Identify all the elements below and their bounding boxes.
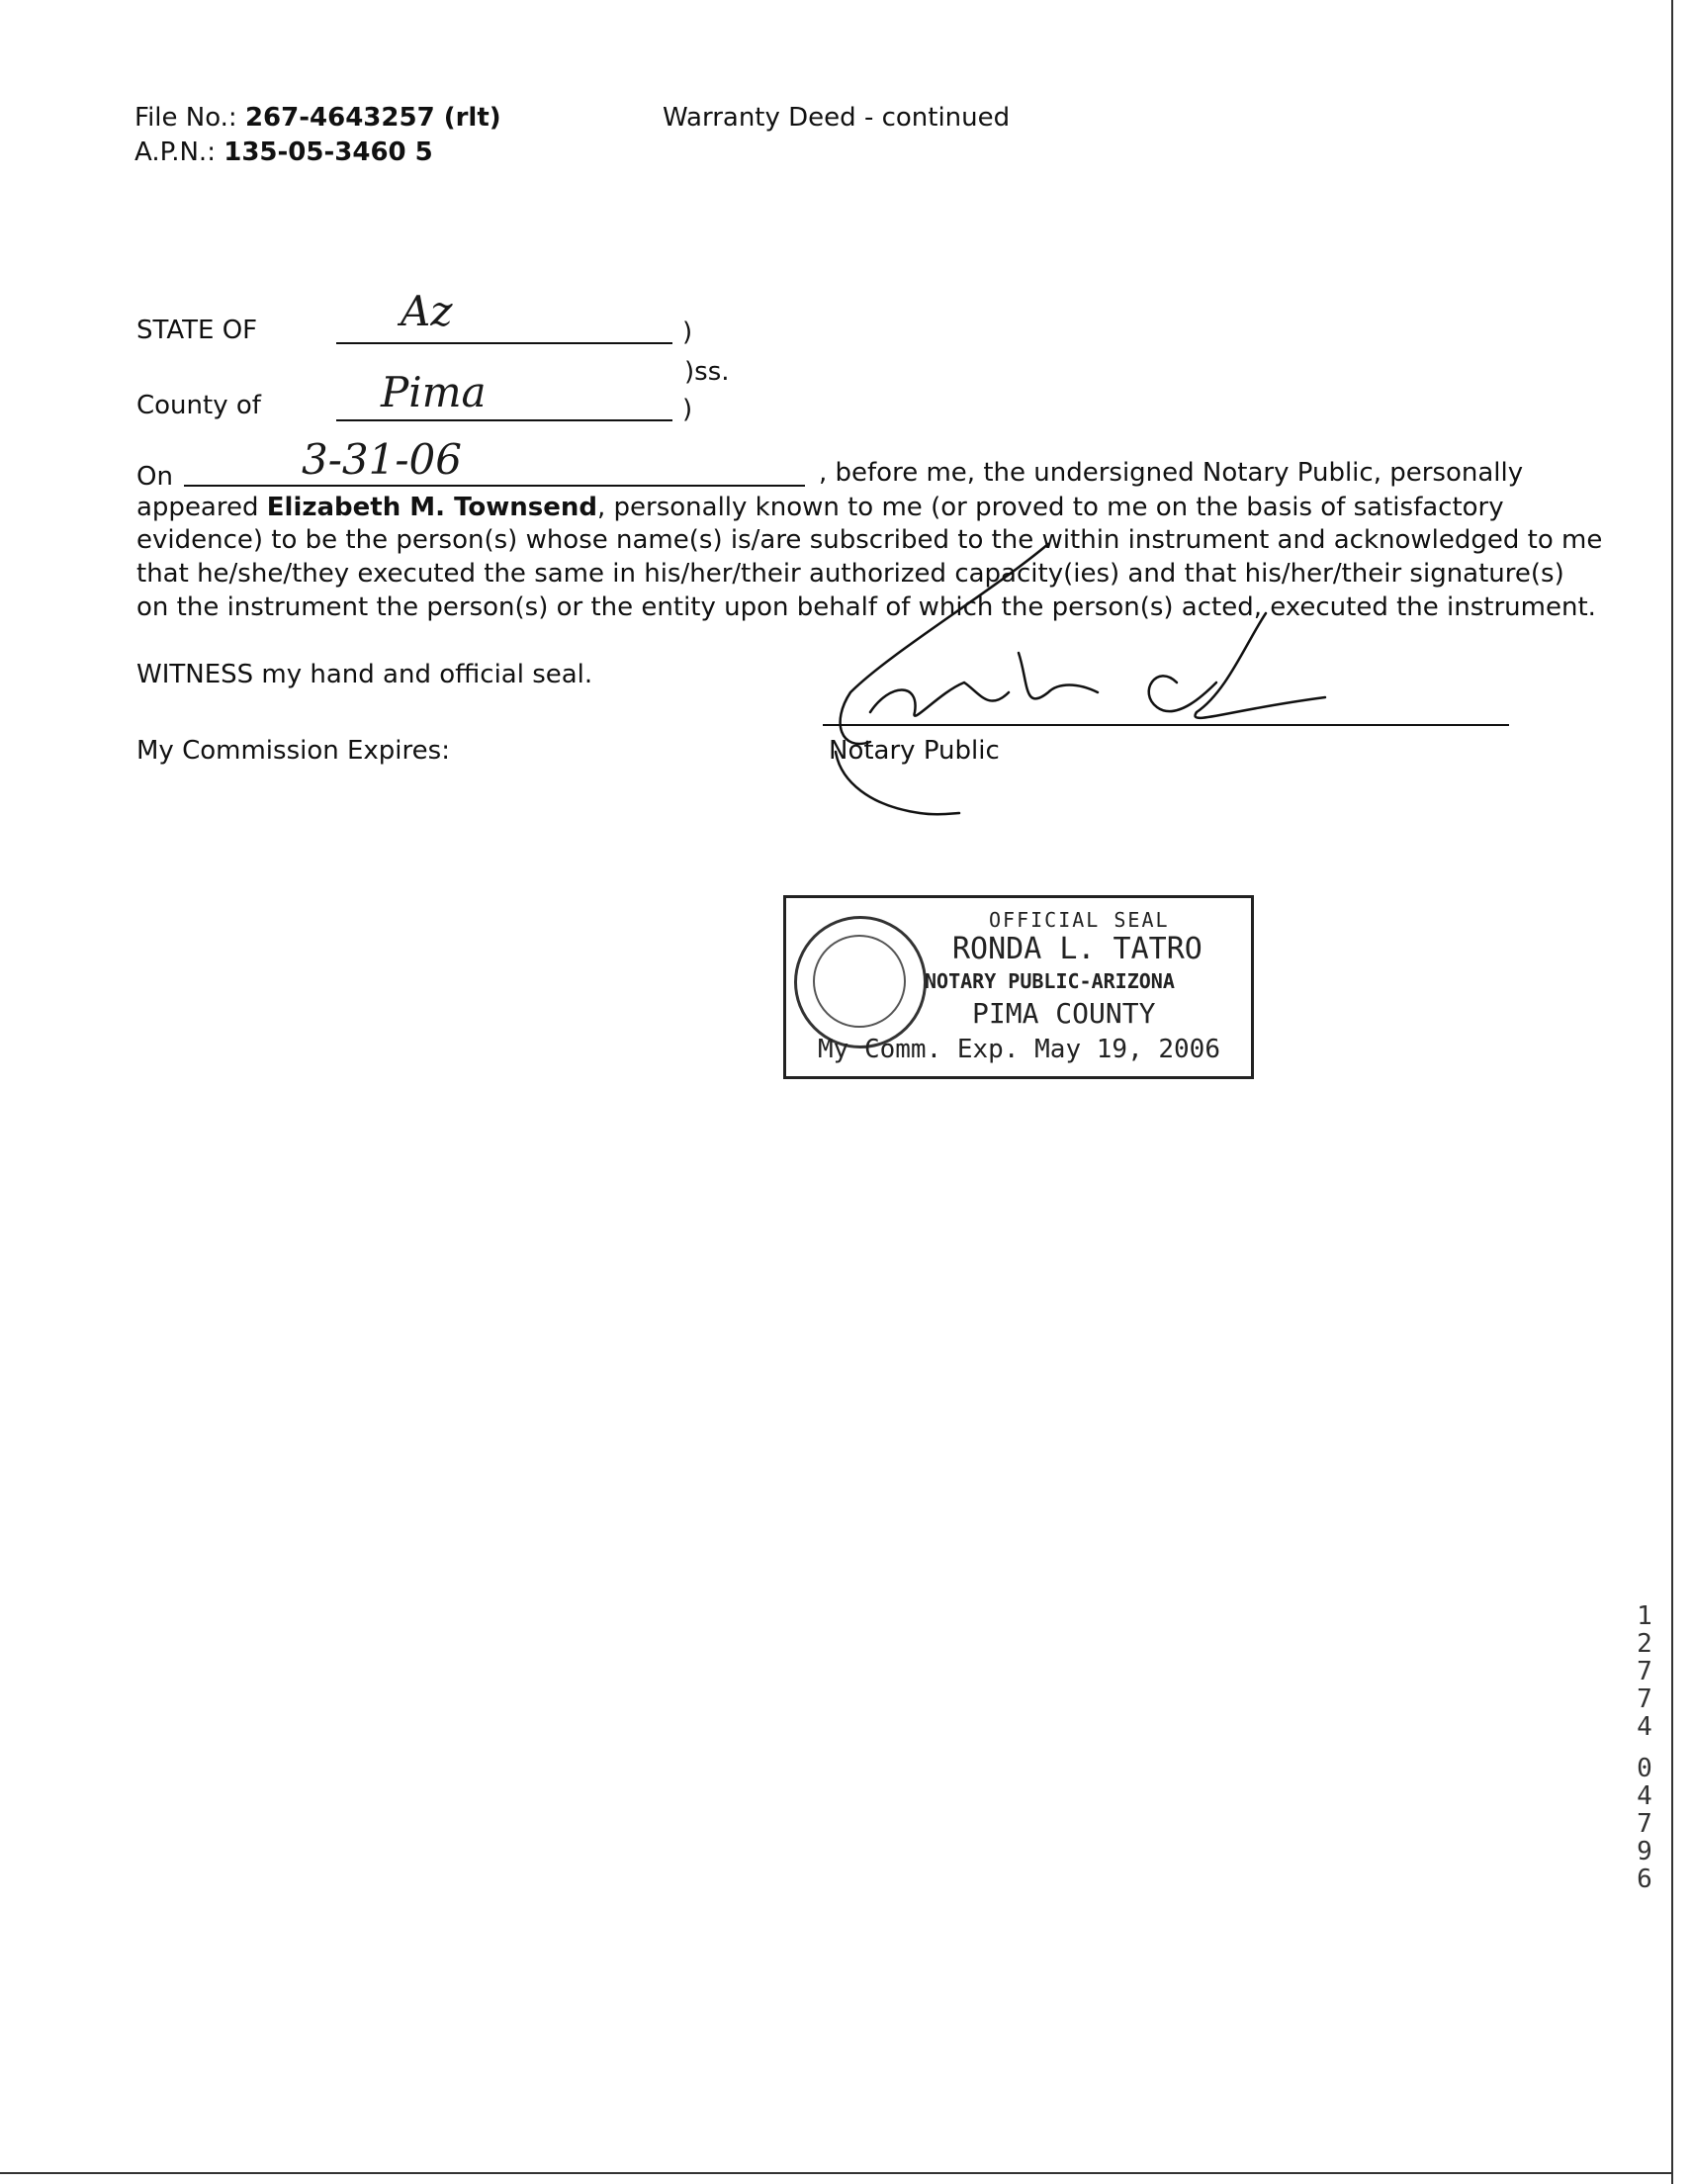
- recording-digit: 4: [1637, 1781, 1652, 1811]
- commission-expires-label: My Commission Expires:: [136, 736, 450, 766]
- appearing-person-name: Elizabeth M. Townsend: [266, 493, 597, 522]
- recording-digit: 2: [1637, 1629, 1652, 1659]
- apn-value: 135-05-3460 5: [223, 137, 433, 167]
- recording-digit: 6: [1637, 1865, 1652, 1894]
- ack-line-3: evidence) to be the person(s) whose name(s) is/are subscribed to the within instrument and acknowledged to me: [136, 525, 1603, 555]
- seal-notary-role: NOTARY PUBLIC-ARIZONA: [925, 969, 1175, 993]
- state-paren: ): [682, 318, 693, 347]
- recording-digit: 7: [1637, 1684, 1652, 1714]
- recording-digit: 1: [1637, 1601, 1652, 1631]
- file-number-label: File No.:: [134, 103, 245, 133]
- ack-line-4: that he/she/they executed the same in his/her/their authorized capacity(ies) and that his/her/their signature(s): [136, 559, 1564, 589]
- recording-digit: 9: [1637, 1837, 1652, 1866]
- document-title: Warranty Deed - continued: [663, 103, 1011, 133]
- seal-county: PIMA COUNTY: [972, 997, 1156, 1030]
- seal-notary-name: RONDA L. TATRO: [952, 932, 1203, 966]
- ack-line-5: on the instrument the person(s) or the entity upon behalf of which the person(s) acted, executed the instrument.: [136, 592, 1596, 622]
- file-number-value: 267-4643257 (rlt): [244, 103, 501, 133]
- recording-number: [1630, 1602, 1659, 1893]
- arizona-seal-emblem: [794, 916, 927, 1048]
- ack-line-1: , before me, the undersigned Notary Public, personally: [819, 458, 1524, 488]
- seal-title: OFFICIAL SEAL: [989, 908, 1170, 932]
- recording-digit: 7: [1637, 1657, 1652, 1686]
- recording-digit: 4: [1637, 1712, 1652, 1742]
- ss-label: )ss.: [684, 357, 730, 387]
- date-handwritten: 3-31-06: [302, 435, 462, 484]
- seal-commission-expiry: My Comm. Exp. May 19, 2006: [818, 1035, 1220, 1064]
- ack-line-2-rest: , personally known to me (or proved to me on the basis of satisfactory: [596, 493, 1504, 522]
- recording-digit: 7: [1637, 1809, 1652, 1839]
- county-paren: ): [682, 395, 693, 424]
- county-handwritten: Pima: [381, 368, 487, 416]
- scan-border-bottom: [0, 2172, 1673, 2174]
- on-label: On: [136, 462, 173, 492]
- county-label: County of: [136, 391, 261, 420]
- scan-border-right: [1671, 0, 1673, 2184]
- ack-line-2-prefix: appeared: [136, 493, 267, 522]
- recording-digit: 0: [1637, 1754, 1652, 1783]
- apn-label: A.P.N.:: [134, 137, 224, 167]
- official-seal-stamp: [783, 895, 1254, 1079]
- state-handwritten: Az: [401, 287, 453, 335]
- witness-statement: WITNESS my hand and official seal.: [136, 660, 593, 689]
- seal-inner-ring: [813, 935, 906, 1028]
- notary-public-label: Notary Public: [829, 736, 1000, 766]
- state-label: STATE OF: [136, 316, 258, 345]
- recording-digit-gap: [1630, 1741, 1659, 1755]
